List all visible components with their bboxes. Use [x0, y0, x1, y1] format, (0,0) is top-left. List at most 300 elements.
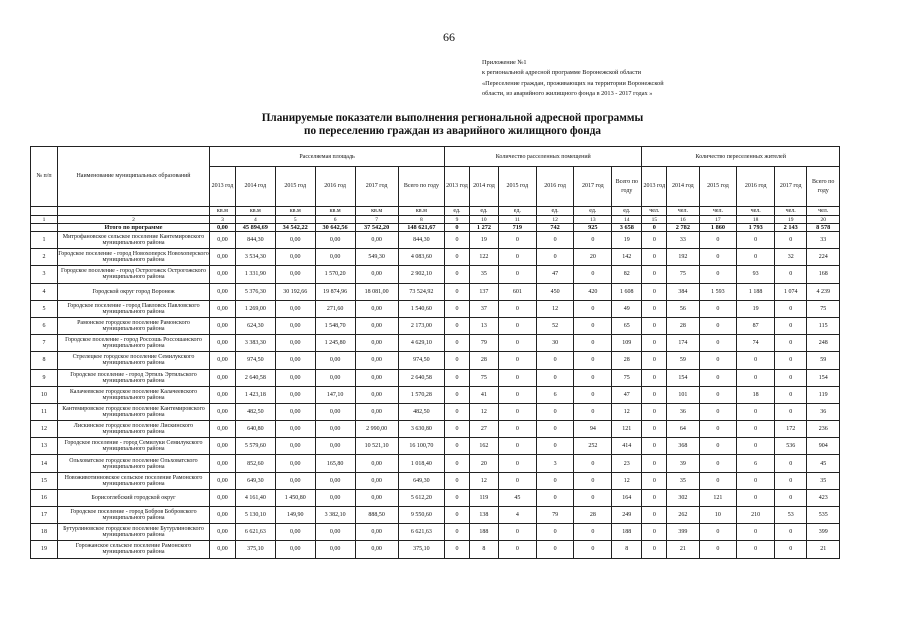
table-cell: 0 — [445, 386, 470, 403]
table-cell: 0 — [737, 438, 775, 455]
total-cell: 3 658 — [612, 224, 642, 232]
header-year: 2016 год — [737, 167, 775, 207]
table-cell: 10 521,10 — [355, 438, 398, 455]
table-cell: 249 — [612, 507, 642, 524]
column-number: 12 — [536, 216, 574, 224]
column-number: 18 — [737, 216, 775, 224]
table-cell: 0,00 — [210, 489, 236, 506]
header-unit: чел. — [807, 207, 840, 216]
table-cell: 0 — [699, 421, 737, 438]
table-cell: 224 — [807, 249, 840, 266]
table-cell: 1 018,40 — [398, 455, 444, 472]
table-cell: 0 — [699, 249, 737, 266]
table-cell: 0 — [775, 489, 807, 506]
table-cell: 1 548,70 — [315, 317, 355, 334]
table-cell: 1 269,00 — [235, 300, 275, 317]
table-cell: 0 — [699, 403, 737, 420]
table-cell: 0 — [536, 352, 574, 369]
table-cell: 75 — [667, 266, 699, 283]
table-cell: 302 — [667, 489, 699, 506]
header-group-rooms: Количество расселенных помещений — [445, 147, 642, 167]
table-cell: 0 — [445, 249, 470, 266]
column-number: 19 — [775, 216, 807, 224]
table-cell: 0 — [574, 386, 612, 403]
header-name: Наименование муниципальных образований — [57, 147, 209, 207]
column-number: 15 — [642, 216, 667, 224]
table-cell: 0,00 — [275, 249, 315, 266]
row-name: Городское поселение - город Эртиль Эртильского муниципального района — [57, 369, 209, 386]
table-cell: 79 — [536, 507, 574, 524]
table-cell: 0 — [536, 403, 574, 420]
column-number: 1 — [31, 216, 58, 224]
total-cell: 34 542,22 — [275, 224, 315, 232]
table-cell: 0 — [699, 300, 737, 317]
table-cell: 0,00 — [275, 403, 315, 420]
row-index: 11 — [31, 403, 58, 420]
table-cell: 0 — [642, 369, 667, 386]
table-cell: 0,00 — [210, 266, 236, 283]
row-name: Кантемировское городское поселение Кантемировского муниципального района — [57, 403, 209, 420]
column-number: 6 — [315, 216, 355, 224]
table-cell: 0 — [775, 300, 807, 317]
table-cell: 53 — [775, 507, 807, 524]
table-cell: 1 423,18 — [235, 386, 275, 403]
table-cell: 399 — [667, 524, 699, 541]
total-cell: 30 642,56 — [315, 224, 355, 232]
table-cell: 1 570,28 — [398, 386, 444, 403]
table-cell: 0 — [775, 524, 807, 541]
table-cell: 0 — [445, 489, 470, 506]
table-cell: 236 — [807, 421, 840, 438]
table-cell: 0,00 — [275, 369, 315, 386]
table-cell: 0 — [642, 421, 667, 438]
header-unit: кв.м — [235, 207, 275, 216]
table-cell: 0,00 — [315, 232, 355, 249]
table-cell: 0 — [574, 524, 612, 541]
table-cell: 18 — [737, 386, 775, 403]
table-row — [31, 300, 840, 317]
total-cell: 1 860 — [699, 224, 737, 232]
table-cell: 0,00 — [355, 541, 398, 558]
table-cell: 21 — [667, 541, 699, 558]
table-cell: 0,00 — [210, 524, 236, 541]
table-cell: 0,00 — [210, 403, 236, 420]
table-cell: 0 — [737, 369, 775, 386]
header-unit: кв.м — [210, 207, 236, 216]
column-number-row — [31, 216, 840, 224]
table-cell: 1 593 — [699, 283, 737, 300]
table-cell: 3 534,30 — [235, 249, 275, 266]
column-number: 8 — [398, 216, 444, 224]
table-cell: 75 — [612, 369, 642, 386]
table-cell: 47 — [536, 266, 574, 283]
table-row — [31, 266, 840, 283]
table-cell: 0 — [737, 489, 775, 506]
table-cell: 0,00 — [355, 335, 398, 352]
total-label: Итого по программе — [57, 224, 209, 232]
table-cell: 0 — [445, 232, 470, 249]
table-cell: 5 612,20 — [398, 489, 444, 506]
row-name: Городское поселение - город Семилуки Семилукского муниципального района — [57, 438, 209, 455]
appendix-note — [482, 58, 664, 99]
table-cell: 0 — [536, 232, 574, 249]
table-cell: 0 — [775, 317, 807, 334]
table-cell: 0 — [642, 232, 667, 249]
table-row — [31, 455, 840, 472]
table-cell: 119 — [469, 489, 498, 506]
table-cell: 19 — [612, 232, 642, 249]
table-cell: 12 — [469, 403, 498, 420]
table-cell: 0 — [574, 541, 612, 558]
table-cell: 0 — [445, 369, 470, 386]
table-cell: 35 — [667, 472, 699, 489]
header-unit: чел. — [667, 207, 699, 216]
total-cell: 148 621,67 — [398, 224, 444, 232]
table-body — [31, 216, 840, 559]
table-cell: 0 — [445, 335, 470, 352]
table-cell: 6 — [536, 386, 574, 403]
column-number: 13 — [574, 216, 612, 224]
row-name: Городское поселение - город Бобров Бобровского муниципального района — [57, 507, 209, 524]
table-cell: 0,00 — [275, 472, 315, 489]
table-cell: 0 — [445, 352, 470, 369]
table-cell: 174 — [667, 335, 699, 352]
header-unit: кв.м — [275, 207, 315, 216]
table-cell: 0 — [445, 266, 470, 283]
table-cell: 252 — [574, 438, 612, 455]
table-row — [31, 232, 840, 249]
table-row — [31, 472, 840, 489]
row-name: Митрофановское сельское поселение Кантемировского муниципального района — [57, 232, 209, 249]
appendix-line: «Переселение граждан, проживающих на территории Воронежской — [482, 79, 664, 87]
table-cell: 32 — [775, 249, 807, 266]
table-cell: 0,00 — [210, 541, 236, 558]
row-index: 19 — [31, 541, 58, 558]
table-cell: 0 — [574, 352, 612, 369]
row-index: 5 — [31, 300, 58, 317]
table-cell: 19 874,96 — [315, 283, 355, 300]
header-year: 2016 год — [315, 167, 355, 207]
row-name: Борисоглебский городской округ — [57, 489, 209, 506]
column-number: 4 — [235, 216, 275, 224]
table-cell: 0 — [699, 472, 737, 489]
table-cell: 12 — [612, 403, 642, 420]
table-cell: 59 — [667, 352, 699, 369]
table-cell: 0 — [498, 300, 536, 317]
table-cell: 0 — [498, 369, 536, 386]
table-cell: 450 — [536, 283, 574, 300]
table-cell: 0 — [737, 403, 775, 420]
header-year: 2016 год — [536, 167, 574, 207]
table-cell: 16 100,70 — [398, 438, 444, 455]
table-cell: 0,00 — [275, 386, 315, 403]
table-cell: 188 — [469, 524, 498, 541]
table-cell: 23 — [612, 455, 642, 472]
table-cell: 47 — [612, 386, 642, 403]
table-cell: 8 — [612, 541, 642, 558]
table-cell: 0 — [642, 249, 667, 266]
table-row — [31, 369, 840, 386]
table-cell: 0 — [536, 541, 574, 558]
table-cell: 28 — [667, 317, 699, 334]
table-cell: 142 — [612, 249, 642, 266]
table-cell: 121 — [699, 489, 737, 506]
column-number: 11 — [498, 216, 536, 224]
table-cell: 20 — [574, 249, 612, 266]
table-cell: 0,00 — [210, 438, 236, 455]
table-cell: 649,30 — [235, 472, 275, 489]
table-cell: 210 — [737, 507, 775, 524]
table-cell: 5 376,30 — [235, 283, 275, 300]
table-cell: 0,00 — [210, 369, 236, 386]
total-cell: 719 — [498, 224, 536, 232]
header-year: 2015 год — [699, 167, 737, 207]
header-unit: кв.м — [398, 207, 444, 216]
table-cell: 0 — [699, 524, 737, 541]
table-cell: 101 — [667, 386, 699, 403]
table-cell: 0 — [775, 369, 807, 386]
table-cell: 119 — [807, 386, 840, 403]
table-cell: 82 — [612, 266, 642, 283]
table-cell: 0 — [642, 455, 667, 472]
table-cell: 30 — [536, 335, 574, 352]
row-index: 17 — [31, 507, 58, 524]
table-cell: 0 — [536, 472, 574, 489]
title-line: по переселению граждан из аварийного жилищного фонда — [304, 125, 601, 137]
row-name: Городское поселение - город Павловск Павловского муниципального района — [57, 300, 209, 317]
total-cell: 1 272 — [469, 224, 498, 232]
table-cell: 0,00 — [355, 455, 398, 472]
table-cell: 0,00 — [210, 317, 236, 334]
table-cell: 122 — [469, 249, 498, 266]
header-unit: чел. — [737, 207, 775, 216]
table-row — [31, 386, 840, 403]
table-cell: 0,00 — [315, 369, 355, 386]
table-cell: 0,00 — [315, 541, 355, 558]
table-cell: 0 — [775, 335, 807, 352]
row-index: 12 — [31, 421, 58, 438]
table-cell: 0 — [536, 489, 574, 506]
table-cell: 0 — [498, 352, 536, 369]
header-year: 2015 год — [498, 167, 536, 207]
table-cell: 0 — [574, 317, 612, 334]
table-cell: 4 629,10 — [398, 335, 444, 352]
table-cell: 0 — [642, 266, 667, 283]
table-cell: 0 — [574, 403, 612, 420]
table-cell: 0 — [737, 524, 775, 541]
table-cell: 109 — [612, 335, 642, 352]
table-cell: 0 — [642, 507, 667, 524]
table-cell: 0 — [574, 335, 612, 352]
table-cell: 2 173,00 — [398, 317, 444, 334]
header-unit: кв.м — [315, 207, 355, 216]
table-cell: 0 — [642, 300, 667, 317]
table-cell: 0,00 — [210, 421, 236, 438]
table-cell: 271,60 — [315, 300, 355, 317]
table-row — [31, 335, 840, 352]
table-cell: 0,00 — [355, 472, 398, 489]
table-cell: 93 — [737, 266, 775, 283]
table-cell: 640,80 — [235, 421, 275, 438]
header-unit: ед. — [498, 207, 536, 216]
header-unit: чел. — [699, 207, 737, 216]
table-cell: 165,80 — [315, 455, 355, 472]
table-cell: 0 — [699, 335, 737, 352]
table-cell: 162 — [469, 438, 498, 455]
table-cell: 482,50 — [398, 403, 444, 420]
table-cell: 624,30 — [235, 317, 275, 334]
table-cell: 399 — [807, 524, 840, 541]
row-index: 2 — [31, 249, 58, 266]
table-cell: 0,00 — [275, 266, 315, 283]
table-cell: 0,00 — [275, 232, 315, 249]
row-index: 1 — [31, 232, 58, 249]
table-cell: 1 245,80 — [315, 335, 355, 352]
table-cell: 12 — [469, 472, 498, 489]
header-unit: ед. — [612, 207, 642, 216]
total-cell: 0 — [445, 224, 470, 232]
table-cell: 482,50 — [235, 403, 275, 420]
table-row — [31, 507, 840, 524]
table-cell: 138 — [469, 507, 498, 524]
table-cell: 0 — [498, 266, 536, 283]
table-cell: 0 — [737, 541, 775, 558]
table-cell: 0,00 — [355, 369, 398, 386]
table-cell: 0 — [642, 335, 667, 352]
table-cell: 0 — [574, 489, 612, 506]
table-cell: 45 — [498, 489, 536, 506]
table-cell: 0 — [699, 317, 737, 334]
table-cell: 65 — [612, 317, 642, 334]
row-index: 15 — [31, 472, 58, 489]
header-group-area: Расселяемая площадь — [210, 147, 445, 167]
table-cell: 0 — [642, 541, 667, 558]
table-cell: 6 — [737, 455, 775, 472]
table-cell: 1 608 — [612, 283, 642, 300]
table-cell: 0 — [498, 232, 536, 249]
header-year: 2014 год — [469, 167, 498, 207]
table-cell: 0,00 — [315, 352, 355, 369]
table-cell: 384 — [667, 283, 699, 300]
total-row — [31, 224, 840, 232]
table-cell: 0 — [498, 335, 536, 352]
table-cell: 0 — [699, 266, 737, 283]
table-cell: 0 — [445, 524, 470, 541]
table-cell: 79 — [469, 335, 498, 352]
table-cell: 0 — [775, 232, 807, 249]
table-cell: 4 — [498, 507, 536, 524]
table-cell: 0 — [498, 472, 536, 489]
table-cell: 49 — [612, 300, 642, 317]
table-cell: 535 — [807, 507, 840, 524]
table-cell: 0 — [699, 352, 737, 369]
table-cell: 0,00 — [210, 249, 236, 266]
header-num: № п/п — [31, 147, 58, 207]
header-group-people: Количество переселенных жителей — [642, 147, 840, 167]
header-year: 2013 год — [445, 167, 470, 207]
table-cell: 0 — [642, 403, 667, 420]
table-cell: 59 — [807, 352, 840, 369]
table-cell: 0,00 — [355, 352, 398, 369]
total-cell: 1 793 — [737, 224, 775, 232]
table-cell: 0 — [699, 369, 737, 386]
table-cell: 0,00 — [210, 232, 236, 249]
header-year: 2017 год — [574, 167, 612, 207]
total-cell: 0,00 — [210, 224, 236, 232]
table-cell: 0 — [775, 266, 807, 283]
table-cell: 0 — [642, 489, 667, 506]
table-cell: 0,00 — [355, 266, 398, 283]
table-row — [31, 249, 840, 266]
total-cell: 0 — [642, 224, 667, 232]
table-cell: 0 — [737, 232, 775, 249]
table-cell: 154 — [807, 369, 840, 386]
table-cell: 0 — [536, 438, 574, 455]
table-cell: 154 — [667, 369, 699, 386]
table-cell: 0,00 — [210, 472, 236, 489]
table-row — [31, 421, 840, 438]
table-cell: 0 — [737, 352, 775, 369]
header-unit: ед. — [469, 207, 498, 216]
table-cell: 19 — [469, 232, 498, 249]
table-cell: 0 — [737, 472, 775, 489]
column-number: 14 — [612, 216, 642, 224]
row-name: Городское поселение - город Россошь Россошанского муниципального района — [57, 335, 209, 352]
table-cell: 4 239 — [807, 283, 840, 300]
table-cell: 0 — [775, 352, 807, 369]
row-name: Лискинское городское поселение Лискинского муниципального района — [57, 421, 209, 438]
table-row — [31, 541, 840, 558]
column-number: 17 — [699, 216, 737, 224]
header-unit: чел. — [775, 207, 807, 216]
table-cell: 420 — [574, 283, 612, 300]
table-cell: 188 — [612, 524, 642, 541]
table-cell: 0,00 — [315, 524, 355, 541]
table-cell: 2 902,10 — [398, 266, 444, 283]
table-cell: 1 570,20 — [315, 266, 355, 283]
table-cell: 0 — [775, 403, 807, 420]
table-cell: 0,00 — [210, 455, 236, 472]
table-cell: 0 — [498, 524, 536, 541]
total-cell: 2 782 — [667, 224, 699, 232]
column-number: 20 — [807, 216, 840, 224]
table-cell: 375,10 — [398, 541, 444, 558]
table-cell: 2 990,00 — [355, 421, 398, 438]
table-cell: 36 — [807, 403, 840, 420]
table-cell: 12 — [612, 472, 642, 489]
table-cell: 0 — [699, 455, 737, 472]
table-cell: 12 — [536, 300, 574, 317]
table-cell: 3 383,30 — [235, 335, 275, 352]
table-cell: 5 579,60 — [235, 438, 275, 455]
table-cell: 0 — [775, 386, 807, 403]
table-cell: 2 640,58 — [235, 369, 275, 386]
row-index: 3 — [31, 266, 58, 283]
table-cell: 649,30 — [398, 472, 444, 489]
table-cell: 39 — [667, 455, 699, 472]
table-cell: 0 — [498, 541, 536, 558]
table-cell: 33 — [667, 232, 699, 249]
row-index: 16 — [31, 489, 58, 506]
table-cell: 121 — [612, 421, 642, 438]
table-cell: 0 — [574, 232, 612, 249]
table-cell: 423 — [807, 489, 840, 506]
row-name: Горожанское сельское поселение Рамонского муниципального района — [57, 541, 209, 558]
appendix-line: области, из аварийного жилищного фонда в 2013 - 2017 годах » — [482, 89, 653, 97]
column-number: 7 — [355, 216, 398, 224]
column-number: 3 — [210, 216, 236, 224]
program-table — [30, 146, 840, 559]
